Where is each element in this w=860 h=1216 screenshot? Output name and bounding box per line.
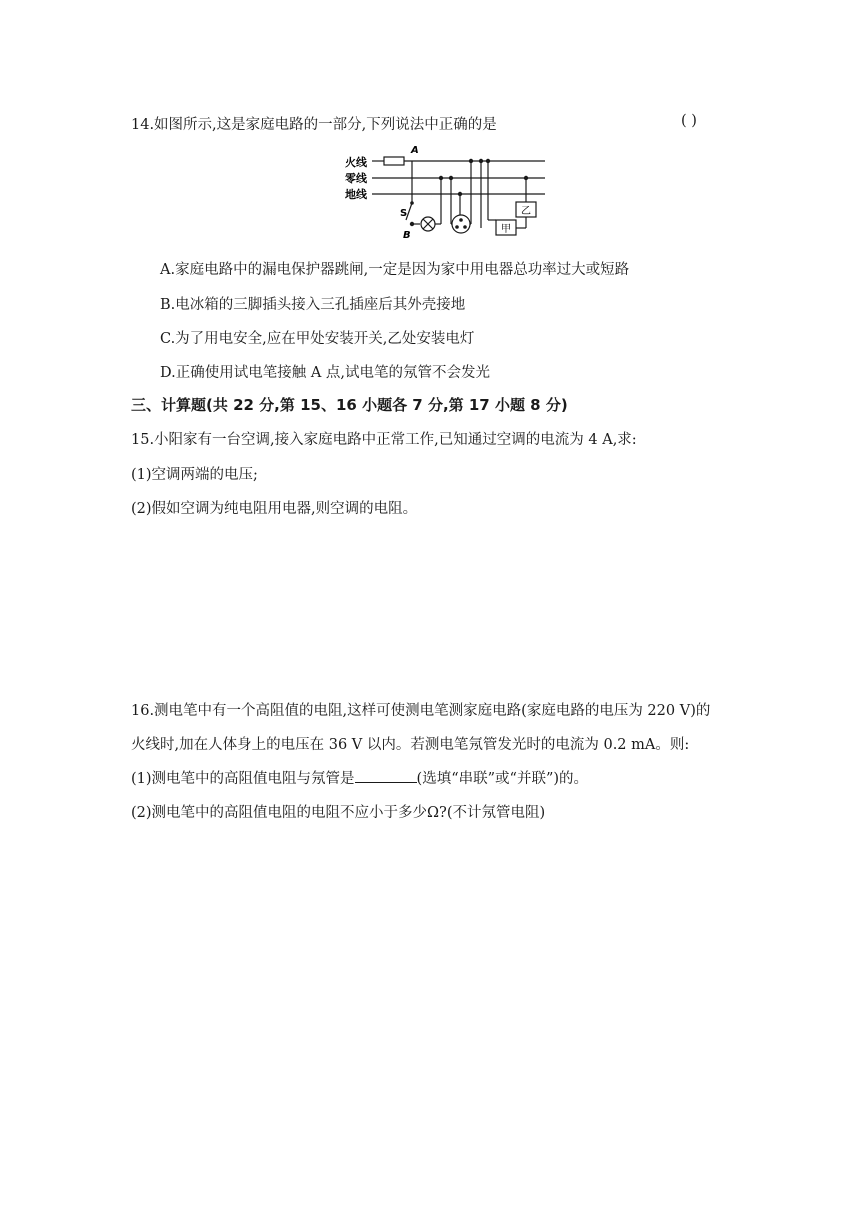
q14-option-b: B.电冰箱的三脚插头接入三孔插座后其外壳接地 xyxy=(160,297,466,313)
q14-option-c: C.为了用电安全,应在甲处安装开关,乙处安装电灯 xyxy=(160,331,475,347)
ground-wire-label: 地线 xyxy=(345,188,367,201)
point-a-label: A xyxy=(411,145,419,156)
box-jia-label: 甲 xyxy=(501,224,511,235)
junction-socket-live xyxy=(469,159,473,163)
junction-yi-neutral xyxy=(524,176,528,180)
socket-icon xyxy=(452,215,470,233)
q16-sub1-before: (1)测电笔中的高阻值电阻与氖管是 xyxy=(131,771,355,787)
neutral-wire-label: 零线 xyxy=(345,172,367,185)
socket-hole-top xyxy=(459,218,463,222)
live-wire-label: 火线 xyxy=(345,156,367,169)
section-3-heading: 三、计算题(共 22 分,第 15、16 小题各 7 分,第 17 小题 8 分) xyxy=(131,396,568,414)
q15-stem: 15.小阳家有一台空调,接入家庭电路中正常工作,已知通过空调的电流为 4 A,求: xyxy=(131,432,637,448)
q16-sub1-after: (选填“串联”或“并联”)的。 xyxy=(416,771,589,787)
q14-stem: 14.如图所示,这是家庭电路的一部分,下列说法中正确的是 xyxy=(131,117,497,133)
q16-answer-blank[interactable] xyxy=(355,768,417,783)
q14-option-d: D.正确使用试电笔接触 A 点,试电笔的氖管不会发光 xyxy=(160,365,491,381)
q16-stem-line1: 16.测电笔中有一个高阻值的电阻,这样可使测电笔测家庭电路(家庭电路的电压为 220 V)的 xyxy=(131,703,711,719)
q15-sub1: (1)空调两端的电压; xyxy=(131,467,258,483)
q14-option-a: A.家庭电路中的漏电保护器跳闸,一定是因为家中用电器总功率过大或短路 xyxy=(160,262,630,278)
q15-sub2: (2)假如空调为纯电阻用电器,则空调的电阻。 xyxy=(131,501,418,517)
point-b-label: B xyxy=(403,230,411,241)
q14-answer-paren: ( ) xyxy=(681,113,697,129)
junction-branch-live-2 xyxy=(486,159,490,163)
fuse xyxy=(384,157,404,165)
switch-label: S xyxy=(400,208,408,219)
junction-branch-live xyxy=(479,159,483,163)
household-circuit-diagram xyxy=(340,140,555,245)
box-yi-label: 乙 xyxy=(521,206,531,217)
socket-hole-right xyxy=(463,225,467,229)
q16-sub1 xyxy=(131,767,588,788)
socket-hole-left xyxy=(455,225,459,229)
q16-sub2: (2)测电笔中的高阻值电阻的电阻不应小于多少Ω?(不计氖管电阻) xyxy=(131,805,546,821)
junction-socket-ground xyxy=(458,192,462,196)
q16-stem-line2: 火线时,加在人体身上的电压在 36 V 以内。若测电笔氖管发光时的电流为 0.2 mA。则: xyxy=(131,737,690,753)
junction-lamp-neutral xyxy=(439,176,443,180)
junction-socket-neutral xyxy=(449,176,453,180)
